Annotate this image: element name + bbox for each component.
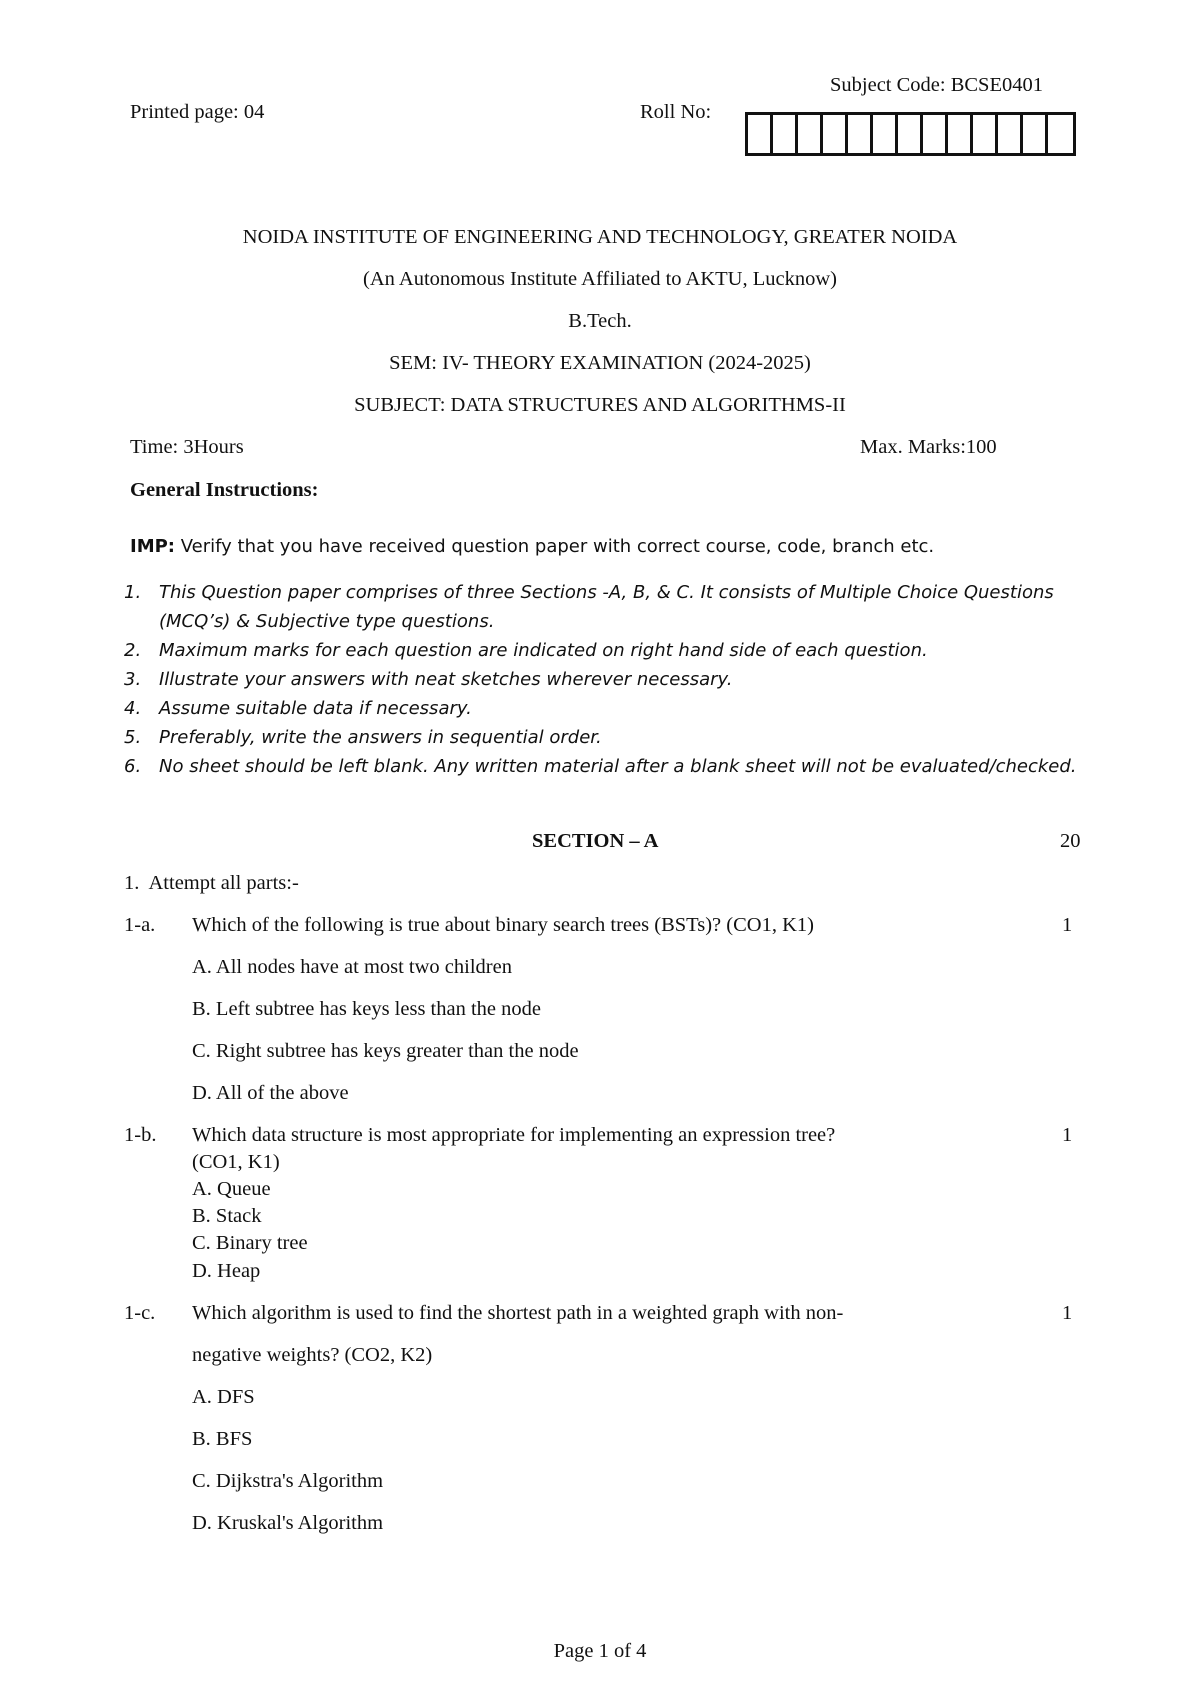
roll-box[interactable] bbox=[798, 115, 823, 153]
question-marks: 1 bbox=[1062, 1302, 1073, 1324]
instruction-number: 5. bbox=[124, 727, 142, 748]
instruction-number: 6. bbox=[124, 756, 142, 777]
roll-no-boxes[interactable] bbox=[745, 112, 1076, 156]
institute-name: NOIDA INSTITUTE OF ENGINEERING AND TECHNOLOGY, GREATER NOIDA bbox=[242, 226, 958, 248]
roll-box[interactable] bbox=[1023, 115, 1048, 153]
option: C. Dijkstra's Algorithm bbox=[192, 1470, 384, 1492]
question-marks: 1 bbox=[1062, 914, 1073, 936]
section-title: SECTION – A bbox=[532, 830, 659, 852]
max-marks: Max. Marks:100 bbox=[860, 436, 997, 458]
instruction-text: Maximum marks for each question are indicated on right hand side of each question. bbox=[159, 640, 928, 661]
attempt-instruction: 1. Attempt all parts:- bbox=[124, 872, 299, 894]
question-text: Which algorithm is used to find the shortest path in a weighted graph with non- bbox=[192, 1302, 844, 1324]
instruction-number: 4. bbox=[124, 698, 142, 719]
instruction-text: This Question paper comprises of three Sections -A, B, & C. It consists of Multiple Choice Questions bbox=[159, 582, 1054, 603]
option: B. Left subtree has keys less than the node bbox=[192, 998, 541, 1020]
option: A. Queue bbox=[192, 1178, 271, 1200]
question-marks: 1 bbox=[1062, 1124, 1073, 1146]
roll-box[interactable] bbox=[748, 115, 773, 153]
roll-box[interactable] bbox=[898, 115, 923, 153]
roll-box[interactable] bbox=[998, 115, 1023, 153]
roll-box[interactable] bbox=[823, 115, 848, 153]
instruction-number: 2. bbox=[124, 640, 142, 661]
question-text: Which of the following is true about binary search trees (BSTs)? (CO1, K1) bbox=[192, 914, 814, 936]
imp-note bbox=[130, 536, 934, 557]
roll-box[interactable] bbox=[923, 115, 948, 153]
roll-box[interactable] bbox=[873, 115, 898, 153]
question-text-cont: (CO1, K1) bbox=[192, 1151, 280, 1173]
subject-title: SUBJECT: DATA STRUCTURES AND ALGORITHMS-II bbox=[354, 394, 846, 416]
imp-label: IMP: bbox=[130, 536, 175, 557]
roll-no-label: Roll No: bbox=[640, 101, 712, 123]
instruction-text-cont: (MCQ’s) & Subjective type questions. bbox=[159, 611, 495, 632]
section-marks: 20 bbox=[1060, 830, 1081, 852]
option: D. Kruskal's Algorithm bbox=[192, 1512, 384, 1534]
roll-box[interactable] bbox=[1048, 115, 1073, 153]
instructions-heading: General Instructions: bbox=[130, 479, 319, 501]
roll-box[interactable] bbox=[973, 115, 998, 153]
roll-box[interactable] bbox=[948, 115, 973, 153]
instruction-number: 3. bbox=[124, 669, 142, 690]
instruction-number: 1. bbox=[124, 582, 142, 603]
option: A. DFS bbox=[192, 1386, 255, 1408]
institute-affiliation: (An Autonomous Institute Affiliated to AKTU, Lucknow) bbox=[363, 268, 837, 290]
option: D. All of the above bbox=[192, 1082, 349, 1104]
question-text: Which data structure is most appropriate for implementing an expression tree? bbox=[192, 1124, 836, 1146]
question-number: 1-b. bbox=[124, 1124, 157, 1146]
program: B.Tech. bbox=[568, 310, 632, 332]
question-number: 1-a. bbox=[124, 914, 156, 936]
question-number: 1-c. bbox=[124, 1302, 156, 1324]
roll-box[interactable] bbox=[773, 115, 798, 153]
roll-box[interactable] bbox=[848, 115, 873, 153]
question-text-cont: negative weights? (CO2, K2) bbox=[192, 1344, 433, 1366]
exam-time: Time: 3Hours bbox=[130, 436, 244, 458]
exam-title: SEM: IV- THEORY EXAMINATION (2024-2025) bbox=[389, 352, 811, 374]
page-number: Page 1 of 4 bbox=[553, 1640, 647, 1662]
imp-text: Verify that you have received question paper with correct course, code, branch etc. bbox=[180, 536, 935, 557]
instruction-text: No sheet should be left blank. Any written material after a blank sheet will not be evaluated/checked. bbox=[159, 756, 1077, 777]
instruction-text: Assume suitable data if necessary. bbox=[159, 698, 472, 719]
option: C. Right subtree has keys greater than the node bbox=[192, 1040, 579, 1062]
option: A. All nodes have at most two children bbox=[192, 956, 512, 978]
subject-code: Subject Code: BCSE0401 bbox=[830, 74, 1043, 96]
option: C. Binary tree bbox=[192, 1232, 308, 1254]
instruction-text: Illustrate your answers with neat sketches wherever necessary. bbox=[159, 669, 733, 690]
option: D. Heap bbox=[192, 1260, 261, 1282]
instruction-text: Preferably, write the answers in sequential order. bbox=[159, 727, 602, 748]
option: B. BFS bbox=[192, 1428, 253, 1450]
printed-page: Printed page: 04 bbox=[130, 101, 265, 123]
option: B. Stack bbox=[192, 1205, 262, 1227]
